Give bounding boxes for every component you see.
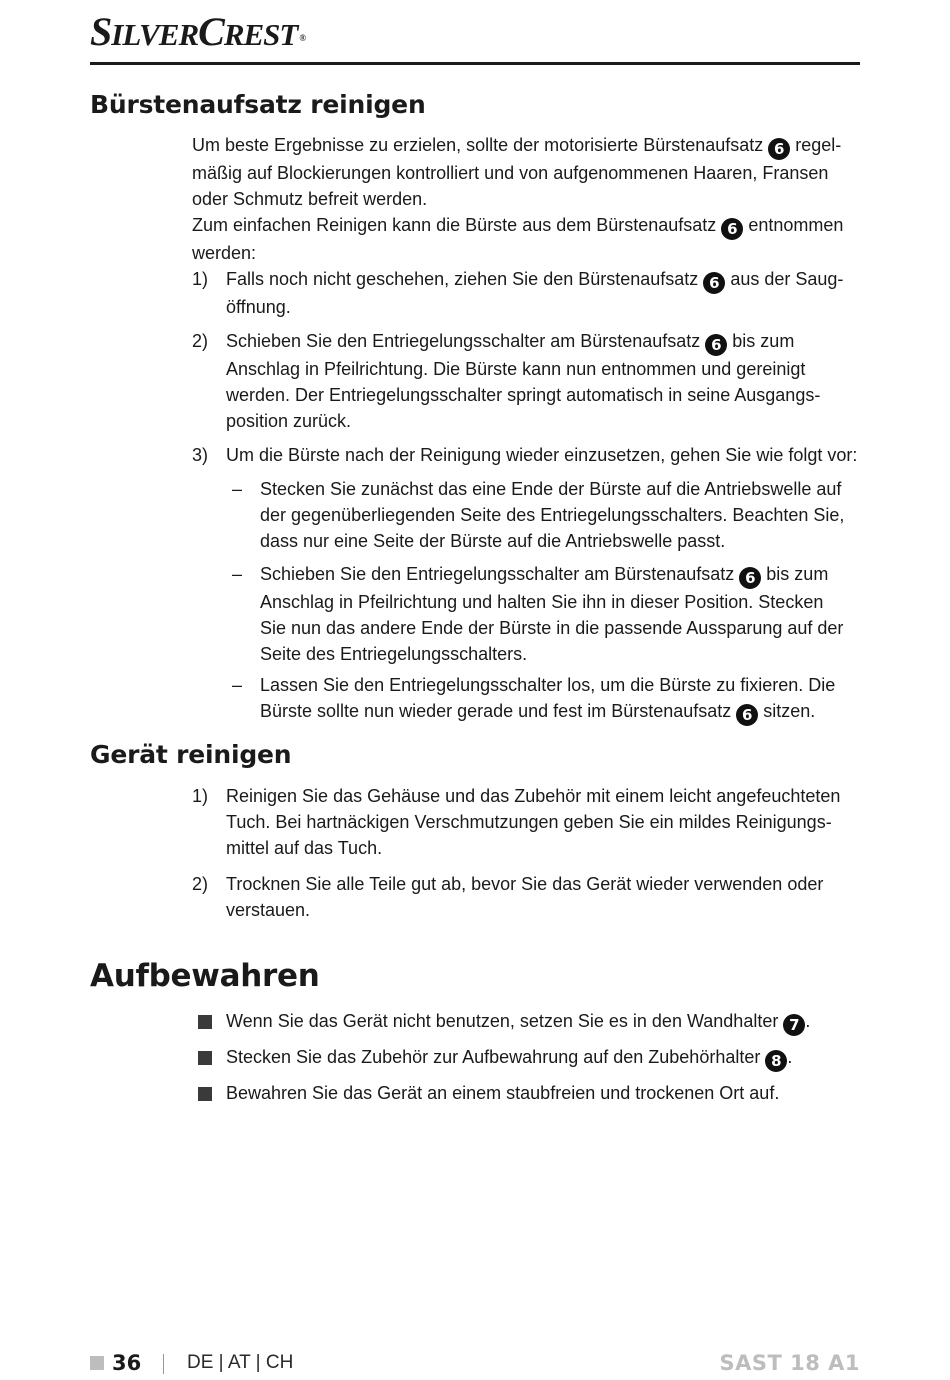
reference-number-badge: 6: [721, 218, 743, 240]
step-text: [226, 871, 860, 923]
step-text: [226, 266, 860, 320]
text-line: dass nur eine Seite der Bürste auf die Antriebswelle passt.: [260, 531, 726, 551]
logo-letters: ILVER: [111, 17, 199, 52]
text-run: Stecken Sie das Zubehör zur Aufbewahrung auf den Zubehörhalter: [226, 1047, 766, 1067]
page-header: [90, 4, 860, 65]
text-line: Trocknen Sie alle Teile gut ab, bevor Sie das Gerät wieder verwenden oder: [226, 874, 824, 894]
text-run: Schieben Sie den Entriegelungsschalter am Bürstenaufsatz: [226, 331, 706, 351]
step-text: Um die Bürste nach der Reinigung wieder einzusetzen, gehen Sie wie folgt vor:: [226, 445, 858, 465]
step-number: 1): [192, 269, 209, 289]
sub-step-item: [232, 561, 860, 667]
intro-paragraph: [192, 132, 860, 266]
text-line: Anschlag in Pfeilrichtung. Die Bürste kann nun entnommen und gereinigt: [226, 359, 806, 379]
text-line: Anschlag in Pfeilrichtung und halten Sie ihn in dieser Position. Stecken: [260, 592, 824, 612]
footer-divider: [163, 1354, 164, 1374]
country-codes: DE | AT | CH: [187, 1352, 294, 1373]
text-line: werden. Der Entriegelungsschalter springt automatisch in seine Ausgangs-: [226, 385, 821, 405]
text-run: bis zum: [727, 331, 795, 351]
bullet-item: [196, 1080, 860, 1106]
sub-step-text: [260, 476, 860, 554]
text-run: Wenn Sie das Gerät nicht benutzen, setzen Sie es in den Wandhalter: [226, 1011, 784, 1031]
text-line: Reinigen Sie das Gehäuse und das Zubehör mit einem leicht angefeuchteten: [226, 786, 841, 806]
sub-step-item: [232, 672, 860, 726]
section-title-device-cleaning: Gerät reinigen: [90, 740, 292, 769]
sub-step-item: [232, 476, 860, 554]
text-line: Sie nun das andere Ende der Bürste in die passende Aussparung auf der: [260, 618, 844, 638]
sub-step-text: [260, 672, 860, 726]
step-number: 2): [192, 331, 209, 351]
text-line: Tuch. Bei hartnäckigen Verschmutzungen geben Sie ein mildes Reinigungs-: [226, 812, 832, 832]
step-item: [192, 783, 860, 861]
dash-marker: –: [232, 479, 243, 499]
reference-number-badge: 6: [739, 567, 761, 589]
text-line: öffnung.: [226, 297, 291, 317]
dash-marker: –: [232, 564, 243, 584]
step-item: [192, 266, 860, 320]
reference-number-badge: 8: [765, 1050, 787, 1072]
step-item: [192, 328, 860, 434]
text-run: Um beste Ergebnisse zu erzielen, sollte der motorisierte Bürstenaufsatz: [192, 135, 769, 155]
text-line: mittel auf das Tuch.: [226, 838, 383, 858]
text-run: sitzen.: [758, 701, 816, 721]
text-line: mäßig auf Blockierungen kontrolliert und von aufgenommenen Haaren, Fransen: [192, 163, 829, 183]
reference-number-badge: 6: [705, 334, 727, 356]
text-run: regel-: [790, 135, 842, 155]
text-run: Zum einfachen Reinigen kann die Bürste aus dem Bürstenaufsatz: [192, 215, 722, 235]
text-run: bis zum: [761, 564, 829, 584]
text-line: der gegenüberliegenden Seite des Entriegelungsschalters. Beachten Sie,: [260, 505, 845, 525]
step-number: 3): [192, 445, 209, 465]
bullet-item: [196, 1044, 860, 1072]
step-text: [226, 328, 860, 434]
logo-letter: S: [90, 9, 112, 54]
sub-step-text: [260, 561, 860, 667]
text-line: Seite des Entriegelungsschalters.: [260, 644, 528, 664]
text-run: Bürste sollte nun wieder gerade und fest im Bürstenaufsatz: [260, 701, 737, 721]
text-line: werden:: [192, 243, 257, 263]
page-number: 36: [112, 1351, 142, 1375]
square-bullet-icon: [198, 1087, 212, 1101]
step-text: [226, 783, 860, 861]
step-item: [192, 442, 860, 468]
text-line: verstauen.: [226, 900, 311, 920]
logo-letters: REST: [223, 17, 298, 52]
text-line: position zurück.: [226, 411, 352, 431]
text-run: .: [787, 1047, 793, 1067]
text-line: oder Schmutz befreit werden.: [192, 189, 428, 209]
bullet-text: Bewahren Sie das Gerät an einem staubfreien und trockenen Ort auf.: [226, 1083, 780, 1103]
bullet-text: [226, 1044, 860, 1072]
step-number: 1): [192, 786, 209, 806]
text-run: aus der Saug-: [725, 269, 844, 289]
reference-number-badge: 7: [783, 1014, 805, 1036]
brand-logo: [90, 8, 305, 59]
dash-marker: –: [232, 675, 243, 695]
text-run: entnommen: [743, 215, 844, 235]
text-run: Falls noch nicht geschehen, ziehen Sie den Bürstenaufsatz: [226, 269, 704, 289]
step-item: [192, 871, 860, 923]
section-title-brush-cleaning: Bürstenaufsatz reinigen: [90, 90, 426, 119]
text-line: Stecken Sie zunächst das eine Ende der Bürste auf die Antriebswelle auf: [260, 479, 842, 499]
step-number: 2): [192, 874, 209, 894]
text-run: .: [805, 1011, 811, 1031]
section-title-storage: Aufbewahren: [90, 958, 320, 994]
registered-mark: ®: [299, 33, 306, 43]
square-bullet-icon: [198, 1051, 212, 1065]
text-line: Lassen Sie den Entriegelungsschalter los, um die Bürste zu fixieren. Die: [260, 675, 836, 695]
reference-number-badge: 6: [768, 138, 790, 160]
reference-number-badge: 6: [703, 272, 725, 294]
model-number: SAST 18 A1: [719, 1351, 860, 1375]
square-bullet-icon: [198, 1015, 212, 1029]
logo-letter: C: [198, 9, 224, 54]
footer-square-icon: [90, 1356, 104, 1370]
bullet-item: [196, 1008, 860, 1036]
reference-number-badge: 6: [736, 704, 758, 726]
bullet-text: [226, 1008, 860, 1036]
text-run: Schieben Sie den Entriegelungsschalter am Bürstenaufsatz: [260, 564, 740, 584]
